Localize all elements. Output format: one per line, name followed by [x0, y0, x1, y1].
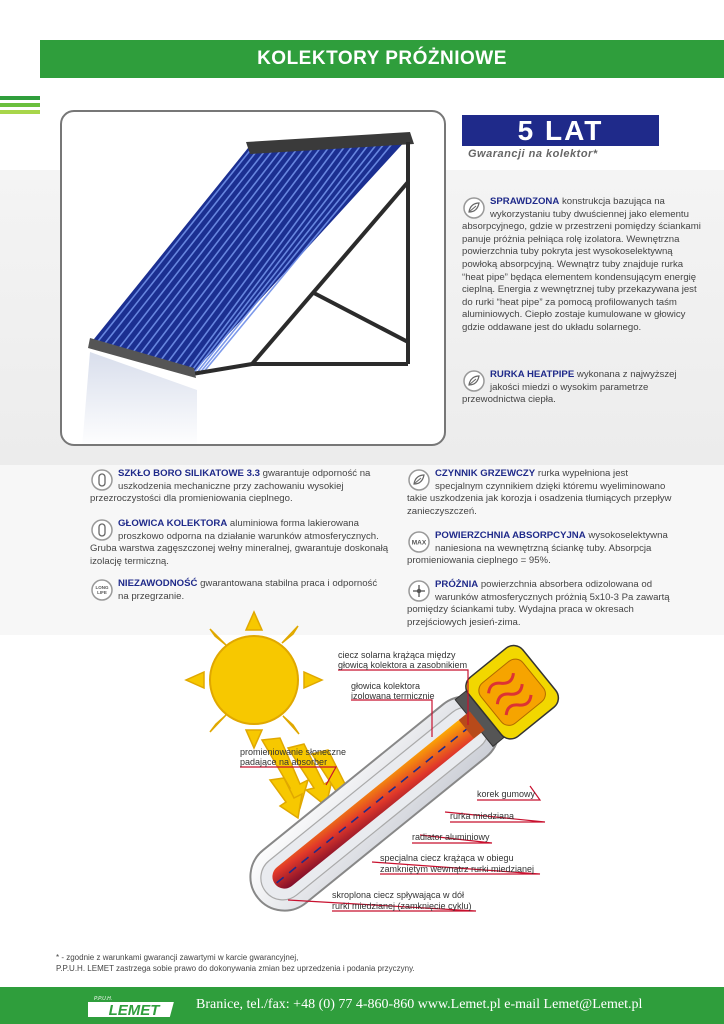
feature-heatpipe: [462, 369, 682, 407]
feature-keyword: GŁOWICA KOLEKTORA: [118, 518, 228, 529]
feature-fluid: [407, 468, 675, 518]
decorative-stripes: [0, 96, 40, 117]
label-head-1: głowica kolektora: [351, 681, 421, 691]
label-special-2: zamkniętym wewnątrz rurki miedzianej: [380, 864, 535, 874]
footnote-line: P.P.U.H. LEMET zastrzega sobie prawo do dokonywania zmian bez uprzedzenia i podania przyczyny.: [56, 964, 415, 973]
feature-proven: [462, 196, 702, 335]
warranty-years: 5 LAT: [517, 115, 604, 146]
label-head-2: izolowana termicznie: [351, 691, 435, 701]
feature-text: aluminiowa forma lakierowana proszkowo odporna na działanie warunków atmosferycznych. Gruba warstwa zagęszczonej wełny mineralnej, gwarantuje doskonałą izolację termiczną.: [90, 518, 389, 567]
label-aluminium: radiator aluminiowy: [412, 832, 490, 842]
max-icon: [407, 530, 431, 554]
feature-reliability: [90, 578, 390, 603]
svg-text:LONG: LONG: [95, 585, 109, 590]
footnote: [56, 952, 415, 974]
collector-photo: [60, 110, 446, 446]
feature-text: rurka wypełniona jest specjalnym czynnikiem dzięki któremu wyeliminowano takie uszkodzenia jak korozja i osadzenia tłumiących przepływ zanieczyszczeń.: [407, 468, 672, 517]
label-radiation-2: padające na absorber: [240, 757, 328, 767]
feature-keyword: PRÓŻNIA: [435, 579, 479, 590]
label-fluid-2: głowicą kolektora a zasobnikiem: [338, 660, 468, 670]
solar-collector-illustration: [62, 112, 446, 446]
long-life-icon: [90, 578, 114, 602]
feature-text: gwarantuje odporność na uszkodzenia mechaniczne przy zachowaniu wysokiej przezroczystości dla promieniowania cieplnego.: [90, 468, 371, 505]
logo-prefix: P.P.U.H.: [94, 996, 113, 1002]
page-title: KOLEKTORY PRÓŻNIOWE: [257, 48, 507, 69]
label-fluid-1: ciecz solarna krążąca między: [338, 650, 456, 660]
logo-text: LEMET: [108, 1002, 160, 1018]
feature-text: konstrukcja bazująca na wykorzystaniu tuby dwuściennej jako elementu absorpcyjnego, gdzie w przestrzeni pomiędzy ściankami panuje próżnia pełniąca rolę izolatora. Wewnętrzna powierzchnia tuby pokryta jest wysokoselektywną powłoką absorpcyjną. Wewnątrz tuby znajduje rurka “heat pipe” będąca elementem kondensującym energię cieplną. Energia z wewnętrznej tuby przekazywana jest do rurki “heat pipe” za pomocą profilowanych taśm aluminiowych. Ciepło zostaje kumulowane w głowicy gdzie oddawane jest do układu solarnego.: [462, 196, 701, 333]
leaf-icon: [462, 369, 486, 393]
tube-icon: [90, 518, 114, 542]
svg-text:LIFE: LIFE: [97, 590, 107, 595]
feature-keyword: NIEZAWODNOŚĆ: [118, 578, 198, 589]
leaf-icon: [462, 196, 486, 220]
vacuum-icon: [407, 579, 431, 603]
feature-text: wysokoselektywna naniesiona na wewnętrzną ściankę tuby. Absorpcja promieniowania cieplnego = 95%.: [407, 530, 668, 567]
feature-text: gwarantowana stabilna praca i odporność na przegrzanie.: [118, 578, 378, 602]
feature-text: powierzchnia absorbera odizolowana od warunków atmosferycznych próżnią 5x10-3 Pa zawartą pomiędzy ściankami tuby. Wydajna praca w okresach przejściowych jesień-zima.: [407, 579, 670, 628]
footer-contact: Branice, tel./fax: +48 (0) 77 4-860-860 www.Lemet.pl e-mail Lemet@Lemet.pl: [196, 997, 643, 1012]
warranty-badge: [462, 115, 659, 146]
feature-keyword: CZYNNIK GRZEWCZY: [435, 468, 536, 479]
footnote-line: * - zgodnie z warunkami gwarancji zawartymi w karcie gwarancyjnej,: [56, 953, 299, 962]
label-radiation-1: promieniowanie słoneczne: [240, 747, 347, 757]
warranty-subtitle: Gwarancji na kolektor*: [468, 148, 598, 160]
feature-keyword: POWIERZCHNIA ABSORPCYJNA: [435, 530, 586, 541]
top-band: [0, 0, 724, 40]
label-special-1: specjalna ciecz krążąca w obiegu: [380, 853, 514, 863]
feature-keyword: SPRAWDZONA: [490, 196, 560, 207]
title-bar: [40, 40, 724, 78]
label-copper: rurka miedziana: [450, 811, 515, 821]
label-condensed-2: rurki miedzianej (zamknięcie cyklu): [332, 901, 472, 911]
feature-keyword: RURKA HEATPIPE: [490, 369, 575, 380]
feature-absorption: [407, 530, 677, 568]
sun-icon: [186, 612, 322, 748]
feature-text: wykonana z najwyższej jakości miedzi o wysokim parametrze przewodnictwa ciepła.: [462, 369, 677, 406]
leaf-icon: [407, 468, 431, 492]
tube-icon: [90, 468, 114, 492]
feature-keyword: SZKŁO BORO SILIKATOWE 3.3: [118, 468, 260, 479]
feature-glass: [90, 468, 388, 506]
svg-text:MAX: MAX: [411, 539, 427, 547]
heatpipe-diagram: [0, 610, 724, 950]
lemet-logo: [88, 994, 180, 1018]
label-condensed-1: skroplona ciecz spływająca w dół: [332, 890, 465, 900]
label-rubber: korek gumowy: [477, 789, 536, 799]
feature-head: [90, 518, 392, 568]
